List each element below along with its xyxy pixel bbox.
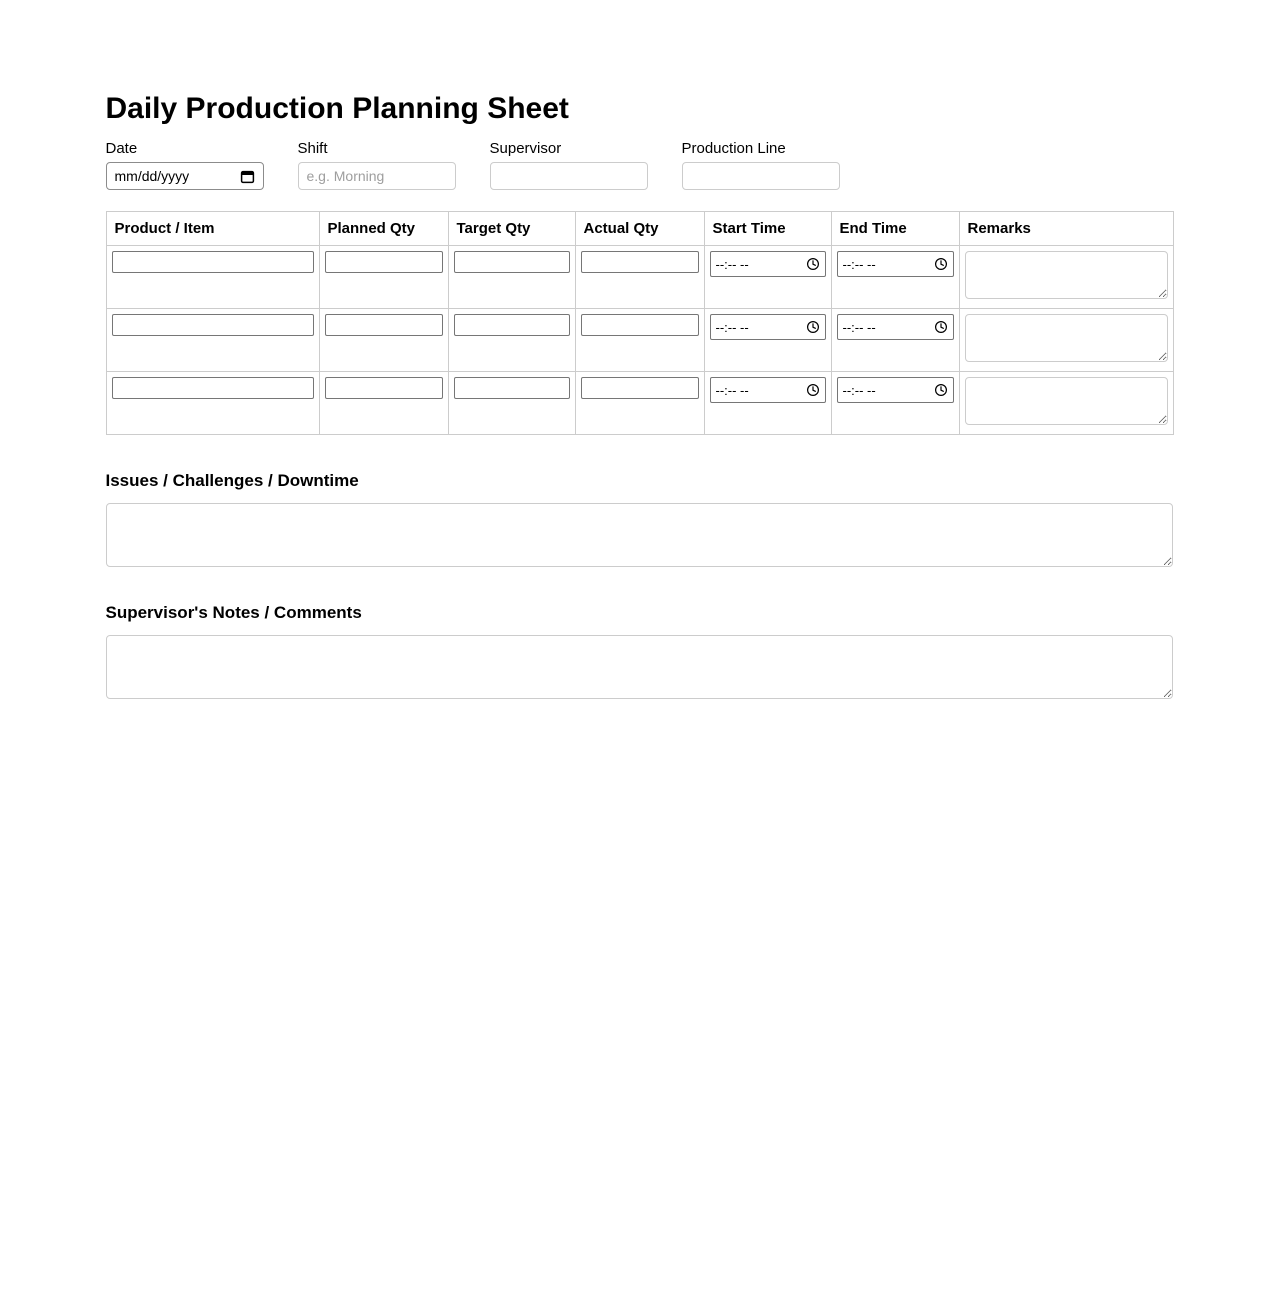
planned-qty-input-row1[interactable] [325, 251, 443, 273]
supervisor-input[interactable] [490, 162, 648, 190]
actual-qty-input-row2[interactable] [581, 314, 699, 336]
planned-qty-input-row3[interactable] [325, 377, 443, 399]
meta-fields-row [106, 140, 1173, 190]
issues-textarea[interactable] [106, 503, 1173, 567]
time-placeholder: --:-- -- [842, 382, 876, 398]
product-item-input-row2[interactable] [112, 314, 314, 336]
production-row-2 [106, 309, 1173, 372]
col-header-planned-qty: Planned Qty [319, 212, 448, 246]
product-item-input-row3[interactable] [112, 377, 314, 399]
time-placeholder: --:-- -- [842, 319, 876, 335]
col-header-target-qty: Target Qty [448, 212, 575, 246]
clock-icon[interactable] [806, 383, 820, 397]
actual-qty-input-row3[interactable] [581, 377, 699, 399]
target-qty-input-row2[interactable] [454, 314, 570, 336]
shift-field-group [298, 140, 456, 190]
date-input[interactable] [106, 162, 264, 190]
target-qty-input-row3[interactable] [454, 377, 570, 399]
daily-production-planning-form [106, 0, 1173, 699]
actual-qty-input-row1[interactable] [581, 251, 699, 273]
remarks-textarea-row1[interactable] [965, 251, 1168, 299]
production-line-field-group [682, 140, 840, 190]
supervisor-field-group [490, 140, 648, 190]
time-placeholder: --:-- -- [842, 256, 876, 272]
target-qty-input-row1[interactable] [454, 251, 570, 273]
time-placeholder: --:-- -- [715, 382, 749, 398]
production-row-1 [106, 246, 1173, 309]
col-header-end-time: End Time [831, 212, 959, 246]
issues-heading: Issues / Challenges / Downtime [105, 471, 359, 490]
product-item-input-row1[interactable] [112, 251, 314, 273]
planned-qty-input-row2[interactable] [325, 314, 443, 336]
col-header-remarks: Remarks [959, 212, 1173, 246]
end-time-input-row2[interactable] [837, 314, 954, 340]
clock-icon[interactable] [806, 320, 820, 334]
time-placeholder: --:-- -- [715, 319, 749, 335]
col-header-actual-qty: Actual Qty [575, 212, 704, 246]
time-placeholder: --:-- -- [715, 256, 749, 272]
shift-label: Shift [297, 140, 328, 157]
remarks-textarea-row3[interactable] [965, 377, 1168, 425]
production-row-3 [106, 372, 1173, 435]
clock-icon[interactable] [934, 320, 948, 334]
date-label: Date [105, 140, 138, 157]
production-table [106, 211, 1174, 435]
supervisor-notes-heading: Supervisor's Notes / Comments [105, 603, 362, 622]
production-line-input[interactable] [682, 162, 840, 190]
date-placeholder: mm/dd/yyyy [114, 168, 190, 184]
end-time-input-row3[interactable] [837, 377, 954, 403]
calendar-icon[interactable] [240, 169, 255, 184]
clock-icon[interactable] [934, 257, 948, 271]
clock-icon[interactable] [806, 257, 820, 271]
col-header-product-item: Product / Item [106, 212, 319, 246]
remarks-textarea-row2[interactable] [965, 314, 1168, 362]
col-header-start-time: Start Time [704, 212, 831, 246]
start-time-input-row2[interactable] [710, 314, 826, 340]
clock-icon[interactable] [934, 383, 948, 397]
supervisor-label: Supervisor [489, 140, 562, 157]
shift-input[interactable] [298, 162, 456, 190]
production-line-label: Production Line [681, 140, 786, 157]
table-header-row [106, 212, 1173, 246]
supervisor-notes-textarea[interactable] [106, 635, 1173, 699]
start-time-input-row1[interactable] [710, 251, 826, 277]
page-title: Daily Production Planning Sheet [105, 92, 569, 125]
date-field-group [106, 140, 264, 190]
start-time-input-row3[interactable] [710, 377, 826, 403]
end-time-input-row1[interactable] [837, 251, 954, 277]
